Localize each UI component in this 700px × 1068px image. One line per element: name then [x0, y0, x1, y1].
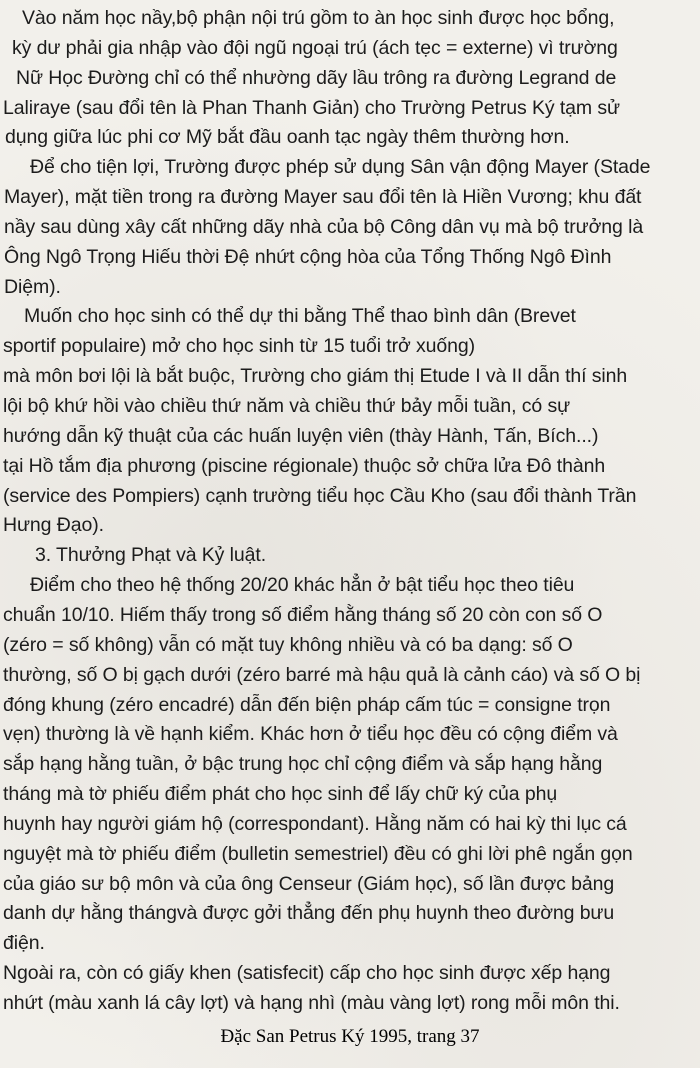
text-line: kỳ dư phải gia nhập vào đội ngũ ngoại trú (ách tẹc = externe) vì trường: [12, 37, 618, 59]
text-line: Nữ Học Đường chỉ có thể nhường dãy lầu trông ra đường Legrand de: [16, 67, 617, 89]
text-line: Laliraye (sau đổi tên là Phan Thanh Giản) cho Trường Petrus Ký tạm sử: [3, 97, 620, 119]
text-line: Diệm).: [4, 276, 61, 298]
text-line: Hưng Đạo).: [3, 514, 104, 536]
text-line: (zéro = số không) vẫn có mặt tuy không nhiều và có ba dạng: số O: [3, 634, 573, 656]
text-line: thường, số O bị gạch dưới (zéro barré mà hậu quả là cảnh cáo) và số O bị: [3, 664, 641, 686]
text-line: sportif populaire) mở cho học sinh từ 15 tuổi trở xuống): [3, 335, 476, 357]
text-line: Để cho tiện lợi, Trường được phép sử dụng Sân vận động Mayer (Stade: [30, 156, 651, 178]
text-line: Vào năm học nầy,bộ phận nội trú gồm to àn học sinh được học bổng,: [22, 7, 615, 29]
text-line: nầy sau dùng xây cất những dãy nhà của bộ Công dân vụ mà bộ trưởng là: [4, 216, 644, 238]
text-line: lội bộ khứ hồi vào chiều thứ năm và chiều thứ bảy mỗi tuần, có sự: [3, 395, 571, 417]
text-line: Ngoài ra, còn có giấy khen (satisfecit) cấp cho học sinh được xếp hạng: [3, 962, 611, 984]
text-line: mà môn bơi lội là bắt buộc, Trường cho giám thị Etude I và II dẫn thí sinh: [3, 365, 628, 387]
text-line: tháng mà tờ phiếu điểm phát cho học sinh để lấy chữ ký của phụ: [3, 783, 558, 805]
text-line: Điểm cho theo hệ thống 20/20 khác hẳn ở bật tiểu học theo tiêu: [30, 574, 575, 596]
text-line: hướng dẫn kỹ thuật của các huấn luyện viên (thày Hành, Tấn, Bích...): [3, 425, 599, 447]
text-line: đóng khung (zéro encadré) dẫn đến biện pháp cấm túc = consigne trọn: [3, 694, 611, 716]
text-line: nguyệt mà tờ phiếu điểm (bulletin semestriel) đều có ghi lời phê ngắn gọn: [3, 843, 633, 865]
text-line: sắp hạng hằng tuần, ở bậc trung học chỉ cộng điểm và sắp hạng hằng: [3, 753, 603, 775]
section-heading: 3. Thưởng Phạt và Kỷ luật.: [35, 544, 267, 566]
text-line: điện.: [3, 932, 45, 954]
text-line: huynh hay người giám hộ (correspondant). Hằng năm có hai kỳ thi lục cá: [3, 813, 627, 835]
text-line: Ông Ngô Trọng Hiếu thời Đệ nhứt cộng hòa của Tổng Thống Ngô Đình: [4, 246, 612, 268]
text-line: (service des Pompiers) cạnh trường tiểu học Cầu Kho (sau đổi thành Trần: [3, 485, 637, 507]
text-line: tại Hồ tắm địa phương (piscine régionale) thuộc sở chữa lửa Đô thành: [3, 455, 606, 477]
text-line: Muốn cho học sinh có thể dự thi bằng Thể thao bình dân (Brevet: [24, 305, 576, 327]
text-line: chuẩn 10/10. Hiếm thấy trong số điểm hằng tháng số 20 còn con số O: [3, 604, 603, 626]
text-line: của giáo sư bộ môn và của ông Censeur (Giám học), số lần được bảng: [3, 873, 615, 895]
text-line: danh dự hằng thángvà được gởi thẳng đến phụ huynh theo đường bưu: [3, 902, 615, 924]
text-line: dụng giữa lúc phi cơ Mỹ bắt đầu oanh tạc ngày thêm thường hơn.: [5, 126, 570, 148]
page-footer: Đặc San Petrus Ký 1995, trang 37: [220, 1026, 480, 1047]
text-line: nhứt (màu xanh lá cây lợt) và hạng nhì (màu vàng lợt) rong mỗi môn thi.: [3, 992, 620, 1014]
text-line: vẹn) thường là về hạnh kiểm. Khác hơn ở tiểu học đều có cộng điểm và: [3, 723, 618, 745]
text-line: Mayer), mặt tiền trong ra đường Mayer sau đổi tên là Hiền Vương; khu đất: [4, 186, 642, 208]
